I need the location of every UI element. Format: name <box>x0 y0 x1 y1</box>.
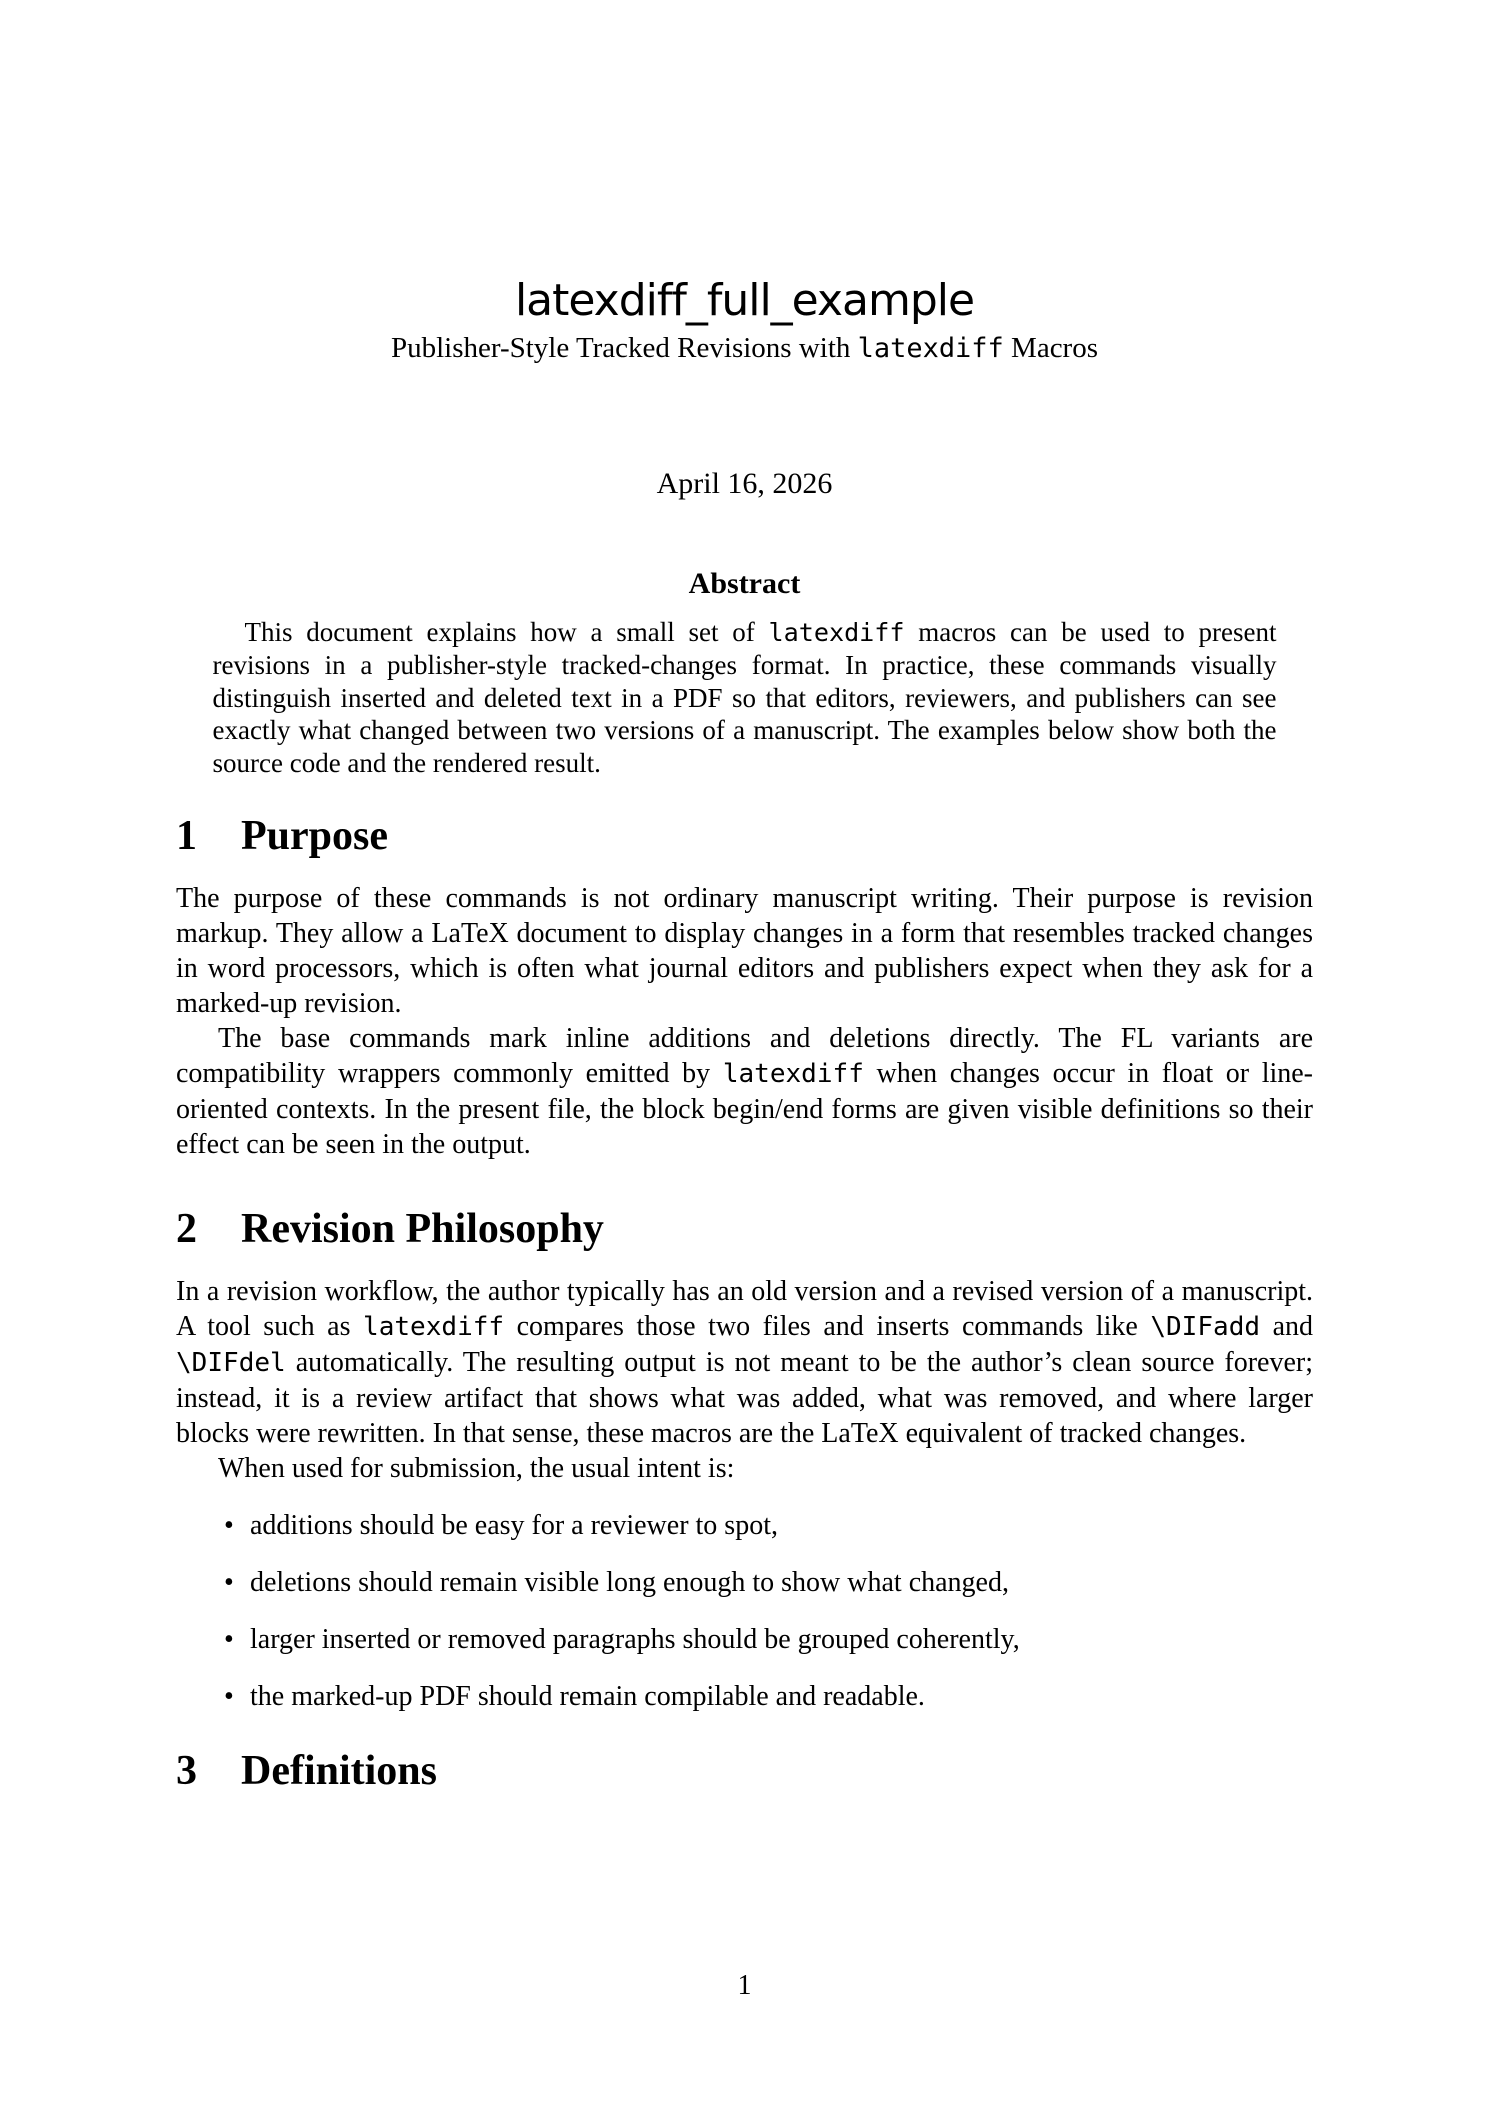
document-date: April 16, 2026 <box>656 466 833 500</box>
section-definitions <box>176 1748 1313 1794</box>
section-number: 2 <box>176 1206 197 1253</box>
bullet-item: • deletions should remain visible long enough to show what changed, <box>176 1565 1313 1600</box>
page-number: 1 <box>737 1970 752 2001</box>
document-title: latexdiff_full_example <box>514 275 975 326</box>
section-heading <box>176 1206 1313 1252</box>
bullet-item: • the marked-up PDF should remain compilable and readable. <box>176 1679 1313 1714</box>
body-paragraph: The base commands mark inline additions and deletions directly. The FL variants are compatibility wrappers commonly emitted by latexdiff when changes occur in float or line-oriented contexts. In the present file, the block begin/end forms are given visible definitions so their effect can be seen in the output. <box>176 1023 1314 1161</box>
section-heading <box>176 813 1313 859</box>
section-title: Revision Philosophy <box>241 1206 604 1253</box>
section-number: 3 <box>176 1748 197 1795</box>
inline-code: \DIFadd <box>1150 1312 1261 1343</box>
body-paragraph: In a revision workflow, the author typically has an old version and a revised version of a manuscript. A tool such as latexdiff compares those two files and inserts commands like \DIFadd and \DIFdel automatically. The resulting output is not meant to be the author’s clean source forever; instead, it is a review artifact that shows what was added, what was removed, and where larger blocks were rewritten. In that sense, these macros are the LaTeX equivalent of tracked changes. <box>176 1276 1314 1450</box>
inline-code: latexdiff <box>857 333 1004 365</box>
abstract <box>213 566 1277 780</box>
body-paragraph: When used for submission, the usual intent is: <box>218 1453 735 1485</box>
title-block <box>176 275 1313 502</box>
abstract-heading: Abstract <box>688 566 801 600</box>
section-revision-philosophy <box>176 1206 1313 1714</box>
inline-code: latexdiff <box>722 1059 864 1090</box>
section-number: 1 <box>176 813 197 860</box>
section-purpose <box>176 813 1313 1162</box>
abstract-paragraph: This document explains how a small set of latexdiff macros can be used to present revisions in a publisher-style tracked-changes format. In practice, these commands visually distinguish inserted and deleted text in a PDF so that editors, reviewers, and publishers can see exactly what changed between two versions of a manuscript. The examples below show both the source code and the rendered result. <box>212 616 1277 778</box>
body-paragraph: The purpose of these commands is not ordinary manuscript writing. Their purpose is revision markup. They allow a LaTeX document to display changes in a form that resembles tracked changes in word processors, which is often what journal editors and publishers expect when they ask for a marked-up revision. <box>176 883 1313 1020</box>
inline-code: latexdiff <box>363 1312 505 1343</box>
inline-code: latexdiff <box>768 617 905 647</box>
section-title: Purpose <box>241 813 388 860</box>
section-title: Definitions <box>241 1748 438 1795</box>
inline-code: \DIFdel <box>176 1348 286 1379</box>
bullet-list <box>176 1508 1313 1714</box>
bullet-item: • additions should be easy for a reviewer to spot, <box>176 1508 1313 1543</box>
section-heading <box>176 1748 1313 1794</box>
bullet-item: • larger inserted or removed paragraphs should be grouped coherently, <box>176 1622 1313 1657</box>
document-subtitle: Publisher-Style Tracked Revisions with latexdiff Macros <box>390 332 1099 365</box>
